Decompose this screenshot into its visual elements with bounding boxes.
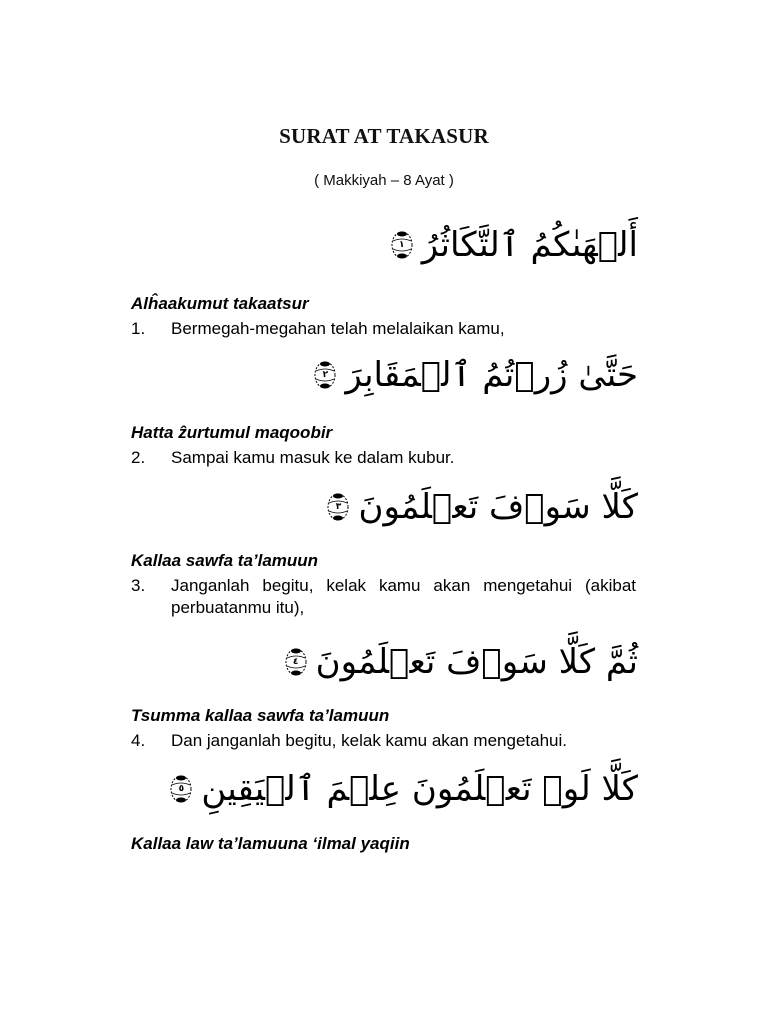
ayah-end-marker-icon xyxy=(390,229,414,261)
transliteration-3: Kallaa sawfa ta’lamuun xyxy=(131,551,319,570)
arabic-verse-2 xyxy=(313,355,638,395)
translation-1 xyxy=(131,318,636,340)
transliteration-4: Tsumma kallaa sawfa ta’lamuun xyxy=(131,706,390,725)
ayah-number: ٢ xyxy=(322,369,329,380)
ayah-number: ١ xyxy=(398,239,405,250)
translation-number: 2. xyxy=(131,448,146,467)
translation-number: 3. xyxy=(131,576,146,595)
ayah-end-marker-icon xyxy=(313,359,337,391)
arabic-verse-3 xyxy=(326,487,638,527)
ayah-end-marker-icon xyxy=(326,491,350,523)
surah-subtitle: ( Makkiyah – 8 Ayat ) xyxy=(314,172,454,189)
ayah-number: ٥ xyxy=(178,783,185,794)
translation-4 xyxy=(131,730,636,752)
ayah-number: ٣ xyxy=(335,501,342,512)
arabic-text: ثُمَّ كَلَّا سَوۡفَ تَعۡلَمُونَ xyxy=(315,642,638,682)
translation-text: Janganlah begitu, kelak kamu akan mengetahui (akibat perbuatanmu itu), xyxy=(171,576,636,617)
arabic-text: حَتَّىٰ زُرۡتُمُ ٱلۡمَقَابِرَ xyxy=(345,355,638,395)
arabic-text: أَلۡهَىٰكُمُ ٱلتَّكَاثُرُ xyxy=(421,225,638,265)
arabic-verse-1 xyxy=(390,225,638,265)
ayah-end-marker-icon xyxy=(169,773,193,805)
arabic-text: كَلَّا سَوۡفَ تَعۡلَمُونَ xyxy=(358,487,638,527)
arabic-verse-5 xyxy=(169,769,638,809)
translation-text: Bermegah-megahan telah melalaikan kamu, xyxy=(171,319,505,338)
translation-3 xyxy=(131,575,636,619)
ayah-end-marker-icon xyxy=(284,646,308,678)
translation-2 xyxy=(131,447,636,469)
translation-text: Sampai kamu masuk ke dalam kubur. xyxy=(171,448,455,467)
translation-number: 4. xyxy=(131,731,146,750)
transliteration-1: Alĥaakumut takaatsur xyxy=(131,294,309,313)
translation-text: Dan janganlah begitu, kelak kamu akan mengetahui. xyxy=(171,731,567,750)
ayah-number: ٤ xyxy=(292,656,299,667)
arabic-text: كَلَّا لَوۡ تَعۡلَمُونَ عِلۡمَ ٱلۡيَقِينِ xyxy=(201,769,638,809)
translation-number: 1. xyxy=(131,319,146,338)
transliteration-2: Hatta ẑurtumul maqoobir xyxy=(131,423,333,442)
transliteration-5: Kallaa law ta’lamuuna ‘ilmal yaqiin xyxy=(131,834,410,853)
surah-title: SURAT AT TAKASUR xyxy=(279,124,489,148)
arabic-verse-4 xyxy=(284,642,638,682)
